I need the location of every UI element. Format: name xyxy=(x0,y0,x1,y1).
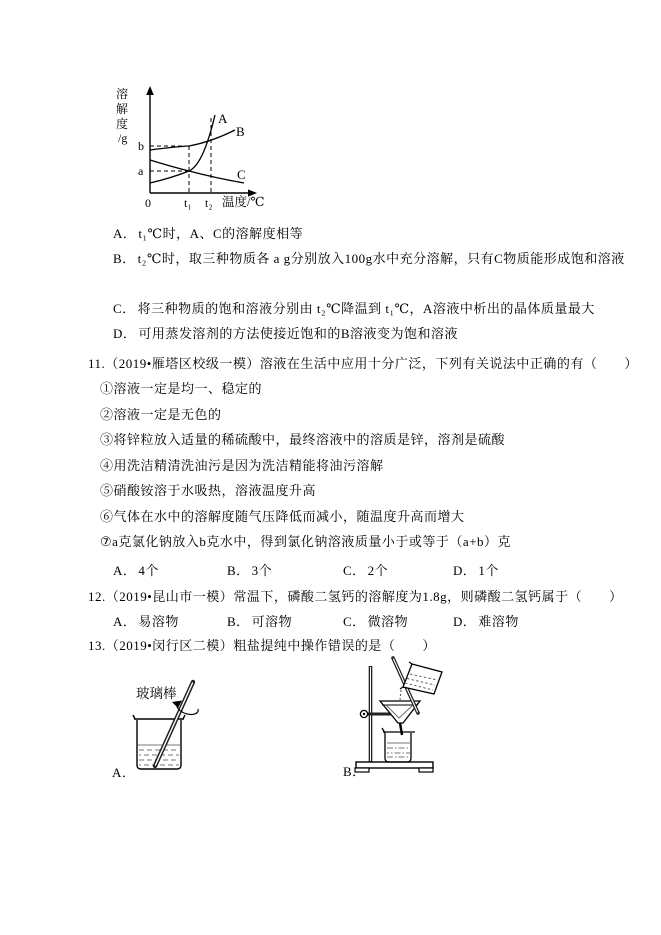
statement-3: ③将锌粒放入适量的稀硫酸中，最终溶液中的溶质是锌，溶剂是硫酸 xyxy=(100,432,506,447)
question-source: （2019•雁塔区校级一模） xyxy=(105,356,260,371)
pouring-stream xyxy=(400,690,401,700)
curve-C-label: C xyxy=(237,167,246,182)
curve-B xyxy=(150,130,235,150)
option-label: A． xyxy=(113,226,137,241)
figure-a-label: A． xyxy=(112,765,136,780)
glass-rod-label: 玻璃棒 xyxy=(136,686,177,701)
option-label: C． xyxy=(113,301,136,316)
option-a-line xyxy=(113,226,303,242)
statement-7: ⑦a克氯化钠放入b克水中，得到氯化钠溶液质量小于或等于（a+b）克 xyxy=(100,534,512,549)
question-11 xyxy=(88,356,638,372)
question-stem: 常温下，磷酸二氢钙的溶解度为1.8g，则磷酸二氢钙属于（ ） xyxy=(233,589,623,604)
q11-option-c: C． 2个 xyxy=(343,563,389,578)
option-label: D． xyxy=(113,326,137,341)
question-source: （2019•昆山市一模） xyxy=(105,589,234,604)
option-text: t₁℃时，A、C的溶解度相等 xyxy=(138,226,304,241)
q11-option-a: A． 4个 xyxy=(113,563,159,578)
y-axis-label-char: 度 xyxy=(116,117,129,131)
question-number: 13. xyxy=(88,638,106,653)
question-13 xyxy=(88,638,436,654)
x-axis-label: 温度/℃ xyxy=(222,195,265,209)
x-tick-origin: 0 xyxy=(145,196,151,210)
statement-6: ⑥气体在水中的溶解度随气压降低而减小，随温度升高而增大 xyxy=(100,509,465,524)
option-text: 将三种物质的饱和溶液分别由 t₂℃降温到 t₁℃，A溶液中析出的晶体质量最大 xyxy=(137,301,595,316)
curve-A-label: A xyxy=(218,111,228,126)
y-axis-label-char: 解 xyxy=(116,102,129,116)
statement-4: ④用洗洁精清洗油污是因为洗洁精能将油污溶解 xyxy=(100,458,384,473)
option-label: B． xyxy=(113,251,136,266)
q12-option-c: C． 微溶物 xyxy=(343,614,409,629)
q12-option-a: A． 易溶物 xyxy=(113,614,179,629)
option-text: t₂℃时，取三种物质各 a g分别放入100g水中充分溶解，只有C物质能形成饱和溶液 xyxy=(137,251,625,266)
question-stem: 粗盐提纯中操作错误的是（ ） xyxy=(233,638,436,653)
q12-option-b: B． 可溶物 xyxy=(227,614,293,629)
question-source: （2019•闵行区二模） xyxy=(105,638,234,653)
x-tick-t1: t₁ xyxy=(184,196,192,210)
statement-2: ②溶液一定是无色的 xyxy=(100,407,222,422)
q12-option-d: D． 难溶物 xyxy=(453,614,519,629)
question-stem: 溶液在生活中应用十分广泛，下列有关说法中正确的有（ ） xyxy=(259,356,638,371)
y-mark-a: a xyxy=(138,164,144,178)
y-mark-b: b xyxy=(138,139,144,153)
question-number: 12. xyxy=(88,589,106,604)
statement-5: ⑤硝酸铵溶于水吸热，溶液温度升高 xyxy=(100,483,317,498)
statement-1: ①溶液一定是均一、稳定的 xyxy=(100,381,263,396)
q11-option-d: D． 1个 xyxy=(453,563,499,578)
y-axis-label-char: /g xyxy=(118,131,128,145)
question-number: 11. xyxy=(88,356,106,371)
pouring-beaker-icon xyxy=(400,662,442,700)
figure-b-label: B． xyxy=(343,764,366,779)
question-12 xyxy=(88,589,623,605)
option-c-line xyxy=(113,301,595,317)
option-b-line xyxy=(113,251,625,267)
curve-B-label: B xyxy=(236,124,245,139)
x-tick-t2: t₂ xyxy=(205,196,213,210)
option-d-line xyxy=(113,326,458,342)
filtration-figure xyxy=(340,654,450,778)
option-text: 可用蒸发溶剂的方法使接近饱和的B溶液变为饱和溶液 xyxy=(138,326,459,341)
solubility-chart xyxy=(105,84,275,218)
q11-option-b: B． 3个 xyxy=(227,563,273,578)
y-axis-label-char: 溶 xyxy=(116,87,129,101)
receiving-beaker-liquid xyxy=(387,743,410,757)
